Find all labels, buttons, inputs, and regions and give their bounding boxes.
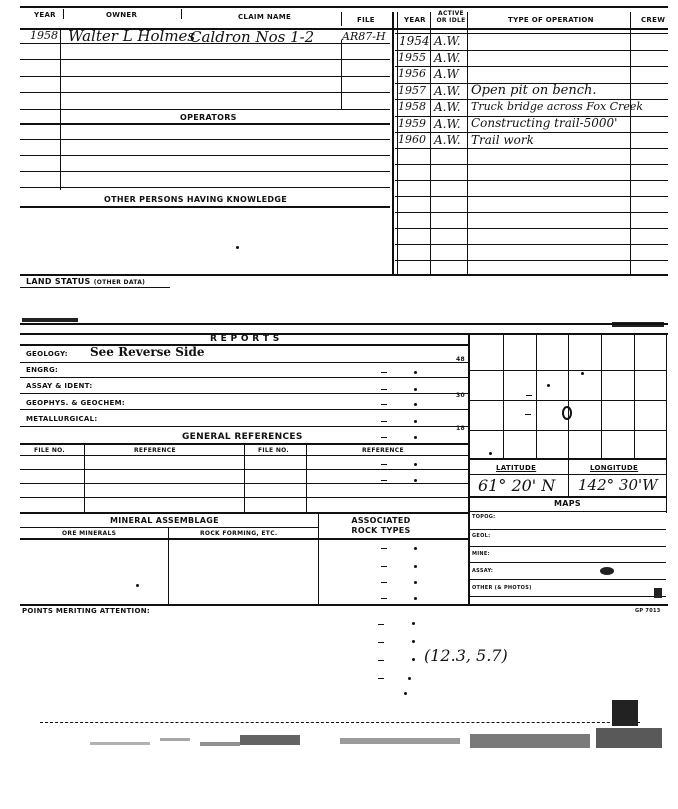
mineral-assemblage-heading: MINERAL ASSEMBLAGE bbox=[110, 516, 219, 525]
activity-status: A.W. bbox=[434, 100, 461, 114]
file-header: FILE bbox=[357, 16, 375, 24]
activity-operation: Truck bridge across Fox Creek bbox=[471, 100, 644, 113]
general-references-heading: GENERAL REFERENCES bbox=[182, 432, 303, 442]
ore-minerals-header: ORE MINERALS bbox=[62, 530, 117, 537]
longitude-label: LONGITUDE bbox=[590, 464, 639, 472]
year-header: YEAR bbox=[34, 11, 56, 19]
activity-status: A.W. bbox=[434, 51, 461, 65]
metallurgical-label: METALLURGICAL: bbox=[26, 415, 98, 423]
scale-number: 48 bbox=[456, 356, 465, 363]
geology-value: See Reverse Side bbox=[90, 345, 205, 359]
activity-status: A.W. bbox=[434, 117, 461, 131]
rock-forming-header: ROCK FORMING, ETC. bbox=[200, 530, 278, 537]
associated-heading bbox=[326, 516, 436, 536]
activity-year: 1958 bbox=[398, 100, 426, 113]
ref-file-no2-header: FILE NO. bbox=[258, 447, 290, 454]
assay-label: ASSAY & IDENT: bbox=[26, 382, 93, 390]
maps-geol-label: GEOL: bbox=[472, 533, 491, 539]
maps-heading: MAPS bbox=[554, 499, 581, 508]
scale-number: 18 bbox=[456, 425, 465, 432]
associated-line2: ROCK TYPES bbox=[351, 526, 411, 535]
geology-label: GEOLOGY: bbox=[26, 350, 68, 358]
activity-operation: Constructing trail-5000' bbox=[471, 116, 618, 130]
activity-operation: Trail work bbox=[471, 133, 534, 147]
coordinate-note: (12.3, 5.7) bbox=[424, 646, 508, 665]
activity-year: 1957 bbox=[398, 84, 426, 97]
latitude-value: 61° 20' N bbox=[478, 476, 556, 495]
activity-status: A.W. bbox=[434, 133, 461, 147]
activity-status: A.W bbox=[434, 67, 459, 81]
owner-entry-year: 1958 bbox=[30, 29, 58, 42]
maps-other-label: OTHER (& PHOTOS) bbox=[472, 585, 532, 591]
claim-location-marker bbox=[562, 406, 572, 420]
owner-entry-claim: Caldron Nos 1-2 bbox=[190, 28, 315, 46]
activity-year: 1959 bbox=[398, 117, 426, 130]
activity-operation: Open pit on bench. bbox=[471, 83, 597, 98]
active-header-line1: ACTIVE bbox=[438, 10, 464, 17]
land-status-label: LAND STATUS bbox=[26, 277, 91, 286]
active-header-line2: OR IDLE bbox=[436, 17, 466, 24]
active-header bbox=[433, 10, 469, 24]
reports-heading: R E P O R T S bbox=[210, 334, 280, 344]
activity-year: 1954 bbox=[399, 34, 430, 48]
scale-number: 30 bbox=[456, 392, 465, 399]
crew-header: CREW bbox=[641, 16, 666, 24]
maps-assay-label: ASSAY: bbox=[472, 568, 494, 574]
owner-entry-name: Walter L Holmes bbox=[68, 27, 196, 45]
engrg-label: ENGRG: bbox=[26, 366, 59, 374]
activity-status: A.W. bbox=[434, 34, 461, 48]
activity-year: 1955 bbox=[398, 51, 426, 64]
year-activity-header: YEAR bbox=[404, 16, 426, 24]
activity-year: 1956 bbox=[398, 67, 426, 80]
maps-mine-label: MINE: bbox=[472, 551, 490, 557]
points-meriting-attention: POINTS MERITING ATTENTION: bbox=[22, 607, 150, 615]
land-status-sub: (OTHER DATA) bbox=[93, 279, 146, 286]
geophys-label: GEOPHYS. & GEOCHEM: bbox=[26, 399, 125, 407]
type-of-operation-header: TYPE OF OPERATION bbox=[508, 16, 594, 24]
ref-reference-header: REFERENCE bbox=[134, 447, 176, 454]
ref-reference2-header: REFERENCE bbox=[362, 447, 404, 454]
owner-header: OWNER bbox=[106, 11, 138, 19]
owner-entry-file: AR87-H bbox=[342, 30, 386, 43]
activity-status: A.W. bbox=[434, 84, 461, 98]
maps-topog-label: TOPOG: bbox=[472, 514, 496, 520]
land-status-heading bbox=[26, 277, 145, 286]
longitude-value: 142° 30'W bbox=[578, 476, 658, 494]
other-persons-heading: OTHER PERSONS HAVING KNOWLEDGE bbox=[104, 195, 287, 204]
form-number: GP 7013 bbox=[635, 608, 661, 614]
operators-heading: OPERATORS bbox=[180, 113, 237, 122]
claim-name-header: CLAIM NAME bbox=[238, 13, 292, 21]
latitude-label: LATITUDE bbox=[496, 464, 537, 472]
associated-line1: ASSOCIATED bbox=[351, 516, 411, 525]
activity-year: 1960 bbox=[398, 133, 426, 146]
ref-file-no-header: FILE NO. bbox=[34, 447, 66, 454]
